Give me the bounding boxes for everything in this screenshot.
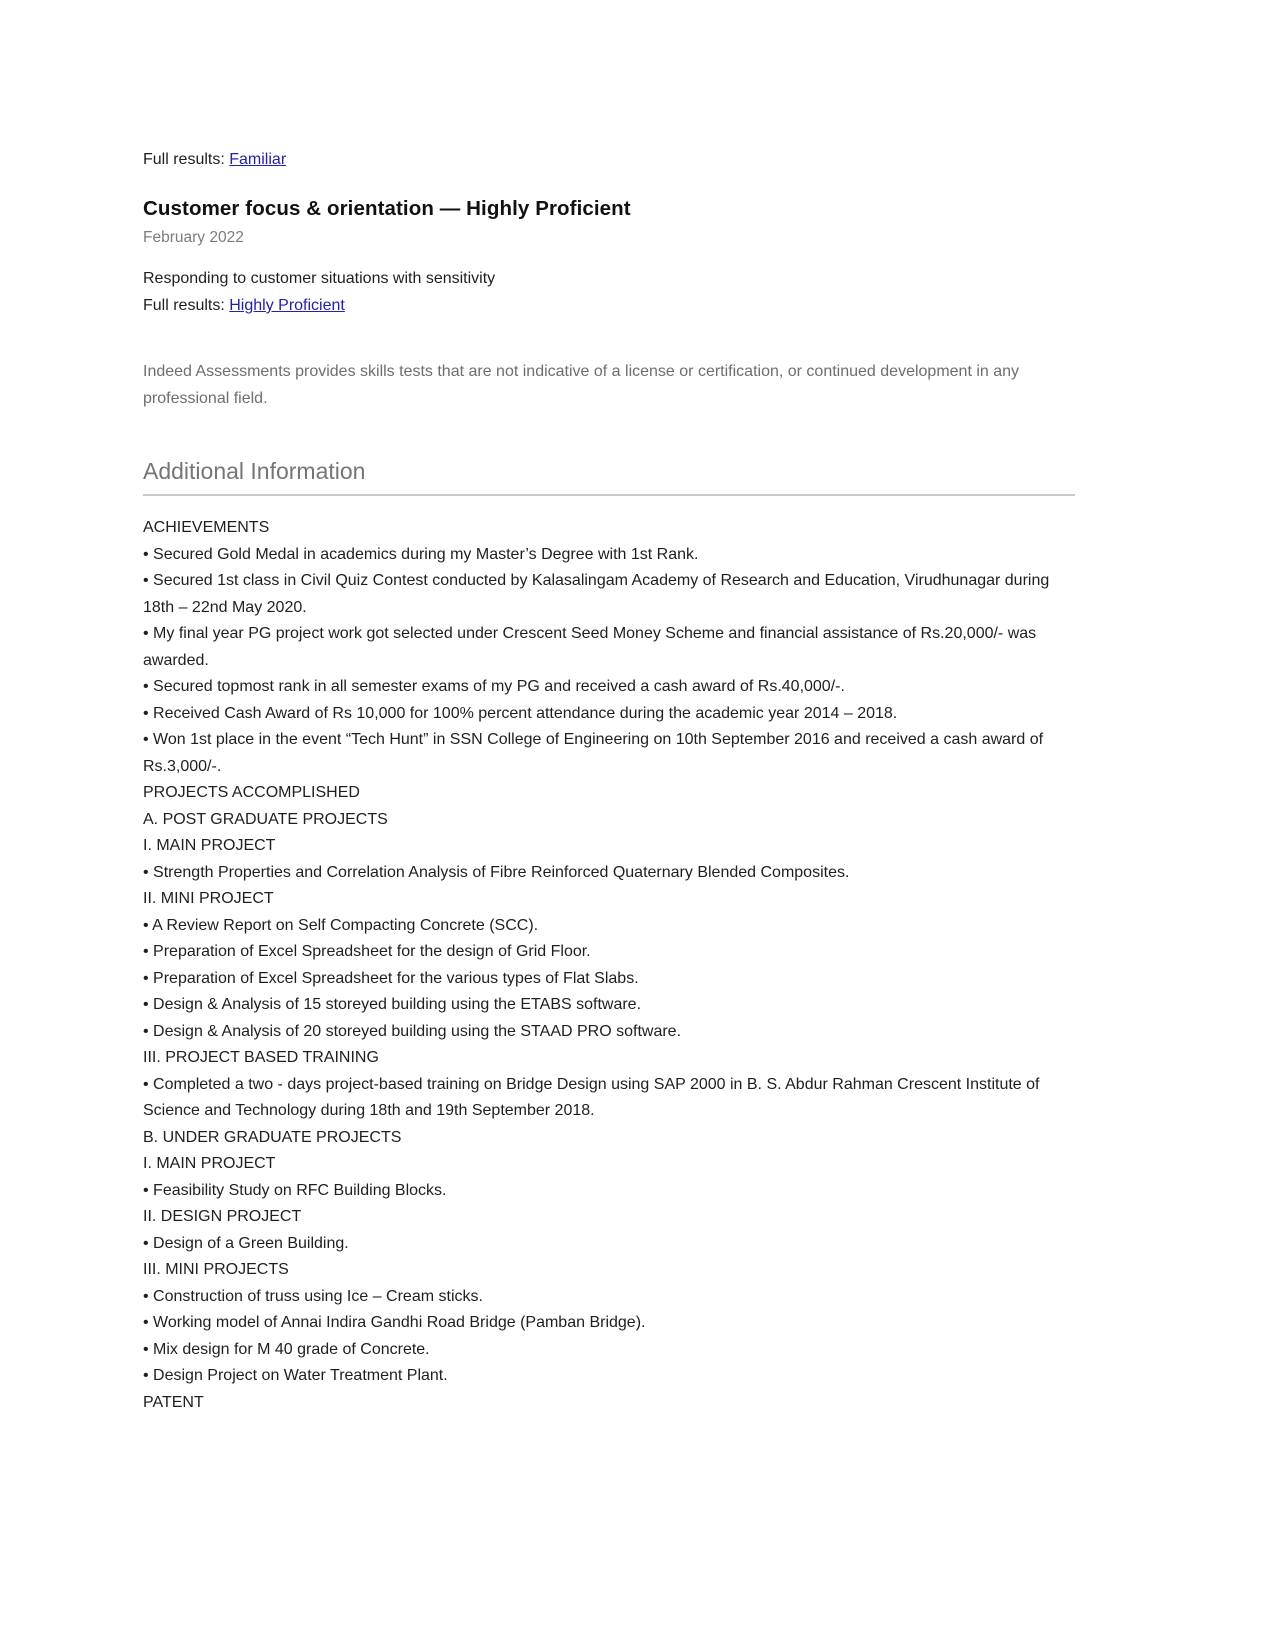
additional-information-line: • Completed a two - days project-based training on Bridge Design using SAP 2000 in B. S. Abdur Rahman Crescent Institute of Science and Technology during 18th and 19th September 2018. [143,1075,1040,1119]
additional-information-line: • Strength Properties and Correlation Analysis of Fibre Reinforced Quaternary Blended Composites. [143,863,850,881]
additional-information-line: • Mix design for M 40 grade of Concrete. [143,1340,430,1358]
additional-information-line: PROJECTS ACCOMPLISHED [143,784,360,801]
additional-information-line: II. DESIGN PROJECT [143,1208,302,1225]
full-results-link-familiar[interactable]: Familiar [229,151,287,168]
additional-information-heading: Additional Information [143,458,366,484]
additional-information-line: II. MINI PROJECT [143,890,274,907]
additional-information-line: A. POST GRADUATE PROJECTS [143,810,388,828]
additional-information-line: III. MINI PROJECTS [143,1261,289,1278]
additional-information-line: • Working model of Annai Indira Gandhi Road Bridge (Pamban Bridge). [143,1314,646,1331]
full-results-link-highly-proficient[interactable]: Highly Proficient [229,297,345,314]
additional-information-line: • Design Project on Water Treatment Plant. [143,1367,448,1384]
additional-information-line: I. MAIN PROJECT [143,1155,276,1172]
additional-information-line: • Secured topmost rank in all semester exams of my PG and received a cash award of Rs.40,000/-. [143,678,845,695]
additional-information-line: I. MAIN PROJECT [143,837,276,854]
additional-information-line: ACHIEVEMENTS [143,519,270,536]
additional-information-line: III. PROJECT BASED TRAINING [143,1049,379,1066]
additional-information-line: • Won 1st place in the event “Tech Hunt” in SSN College of Engineering on 10th September 2016 and received a cash award of Rs.3,000/-. [143,731,1044,775]
additional-information-line: • Construction of truss using Ice – Cream sticks. [143,1287,483,1305]
assessment-description: Responding to customer situations with sensitivity [143,270,496,287]
additional-information-line: • Design & Analysis of 20 storeyed building using the STAAD PRO software. [143,1022,682,1040]
additional-information-line: • Design & Analysis of 15 storeyed building using the ETABS software. [143,996,642,1013]
full-results-label: Full results: [143,297,225,314]
previous-assessment-full-results [143,146,1075,173]
additional-information-line: • A Review Report on Self Compacting Concrete (SCC). [143,916,539,934]
additional-information-line: • Feasibility Study on RFC Building Blocks. [143,1181,447,1199]
additional-information-line: • Secured Gold Medal in academics during my Master’s Degree with 1st Rank. [143,545,699,563]
assessment-date: February 2022 [143,229,244,246]
additional-information-line: • Preparation of Excel Spreadsheet for the design of Grid Floor. [143,943,591,960]
additional-information-line: • Design of a Green Building. [143,1234,349,1252]
additional-information-line: • My final year PG project work got selected under Crescent Seed Money Scheme and financial assistance of Rs.20,000/- was awarded. [143,625,1037,669]
additional-information-line: • Preparation of Excel Spreadsheet for the various types of Flat Slabs. [143,969,639,987]
additional-information-line: B. UNDER GRADUATE PROJECTS [143,1128,402,1146]
additional-information-line: • Received Cash Award of Rs 10,000 for 100% percent attendance during the academic year 2014 – 2018. [143,704,898,722]
section-divider [143,494,1075,496]
full-results-label: Full results: [143,151,225,168]
assessments-disclaimer: Indeed Assessments provides skills tests that are not indicative of a license or certification, or continued development in any professional field. [143,363,1020,407]
assessment-full-results [143,292,1075,319]
assessment-details [143,265,1075,319]
additional-information-body [143,515,1075,1416]
assessment-title: Customer focus & orientation — Highly Proficient [143,197,631,220]
additional-information-line: • Secured 1st class in Civil Quiz Contest conducted by Kalasalingam Academy of Research and Education, Virudhunagar during 18th – 22nd May 2020. [143,572,1050,616]
additional-information-line: PATENT [143,1393,204,1411]
